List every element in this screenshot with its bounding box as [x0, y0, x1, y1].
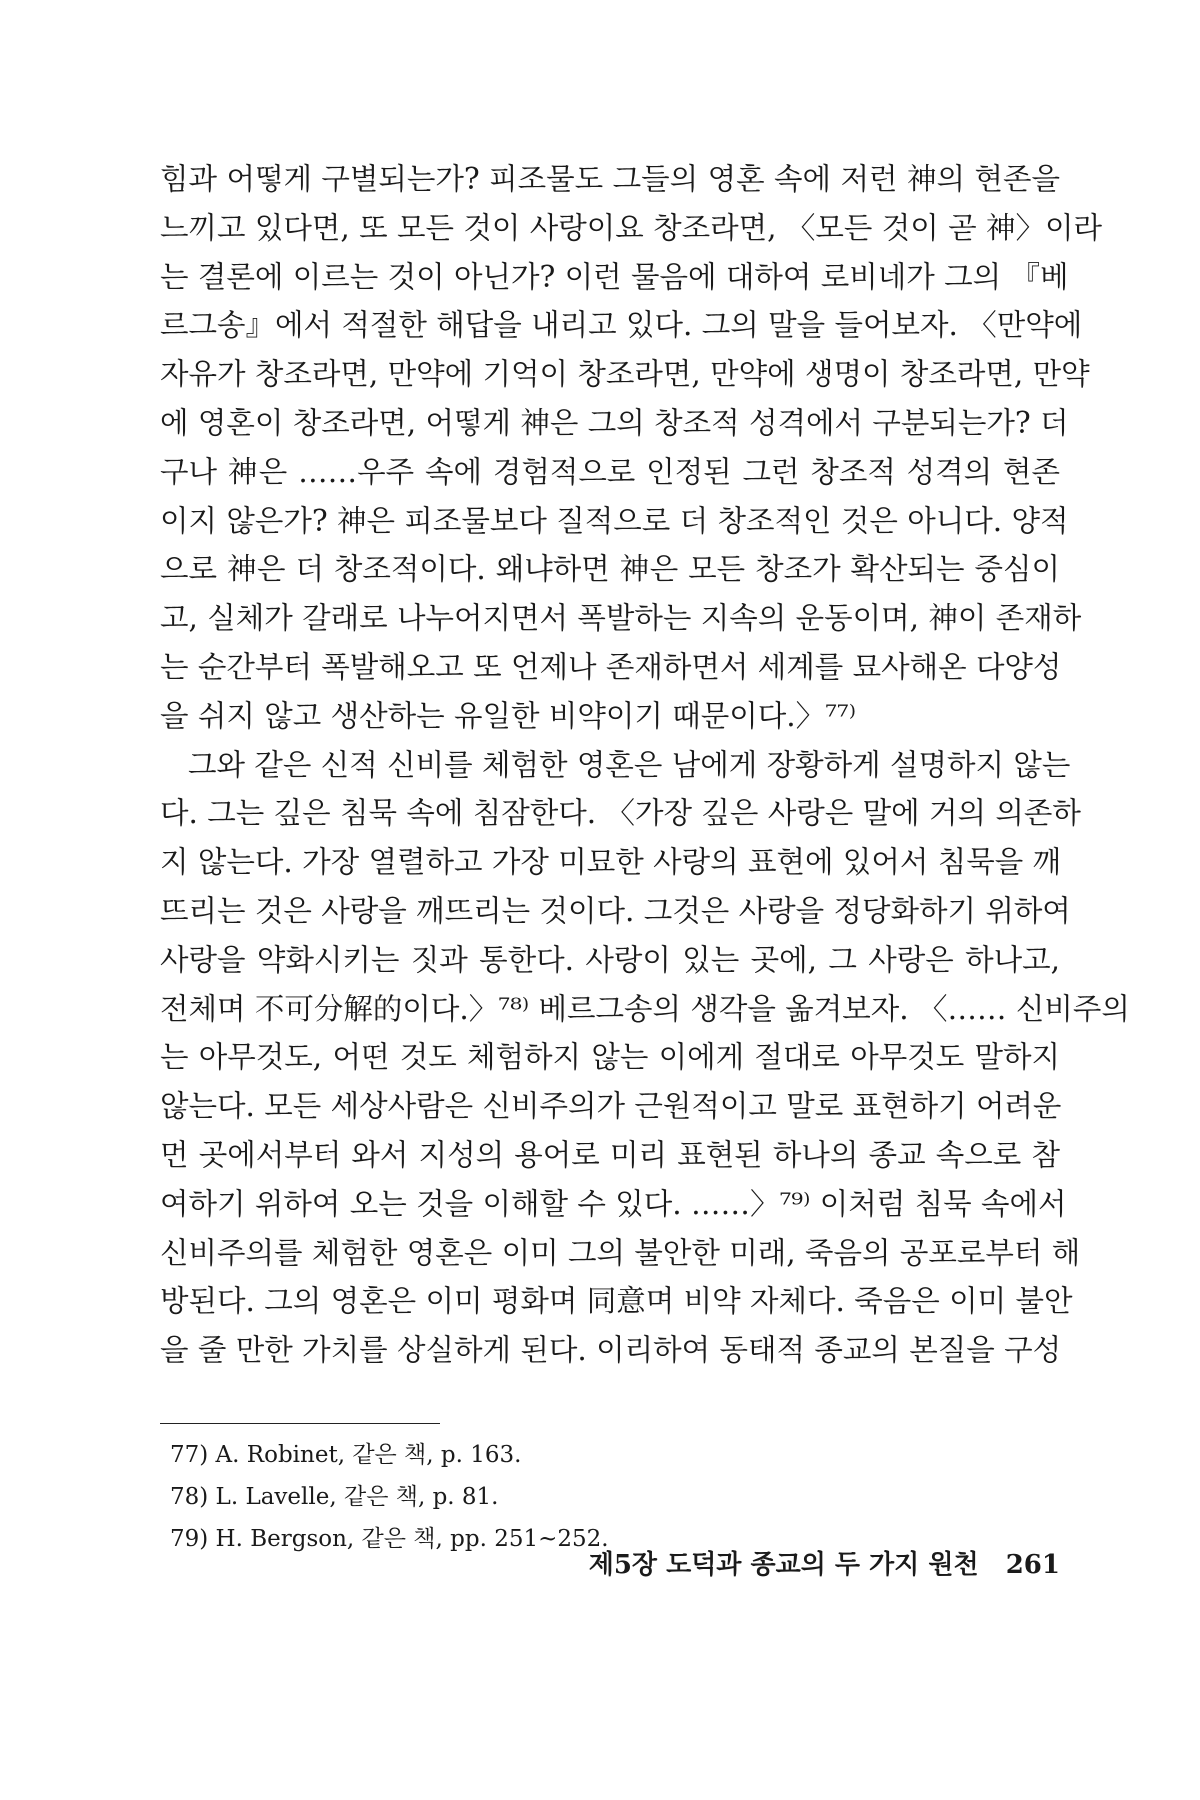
body-line: 지 않는다. 가장 열렬하고 가장 미묘한 사랑의 표현에 있어서 침묵을 깨 — [160, 845, 1062, 880]
body-line: 방된다. 그의 영혼은 이미 평화며 同意며 비약 자체다. 죽음은 이미 불안 — [160, 1284, 1073, 1319]
body-line: 사랑을 약화시키는 짓과 통한다. 사랑이 있는 곳에, 그 사랑은 하나고, — [160, 942, 1060, 977]
body-line: 으로 神은 더 창조적이다. 왜냐하면 神은 모든 창조가 확산되는 중심이 — [160, 552, 1060, 587]
body-line: 자유가 창조라면, 만약에 기억이 창조라면, 만약에 생명이 창조라면, 만약 — [160, 357, 1090, 392]
page-number: 261 — [1005, 1550, 1060, 1580]
body-text — [160, 155, 1130, 1375]
body-line: 힘과 어떻게 구별되는가? 피조물도 그들의 영혼 속에 저런 神의 현존을 — [160, 162, 1060, 196]
body-line: 느끼고 있다면, 또 모든 것이 사랑이요 창조라면, 〈모든 것이 곧 神〉이라 — [160, 210, 1102, 245]
body-line: 먼 곳에서부터 와서 지성의 용어로 미리 표현된 하나의 종교 속으로 참 — [160, 1137, 1060, 1172]
chapter-title: 제5장 도덕과 종교의 두 가지 원천 — [588, 1550, 979, 1580]
body-line: 는 결론에 이르는 것이 아닌가? 이런 물음에 대하여 로비네가 그의 『베 — [160, 259, 1069, 294]
footnotes — [170, 1434, 870, 1560]
body-line: 는 순간부터 폭발해오고 또 언제나 존재하면서 세계를 묘사해온 다양성 — [160, 649, 1062, 684]
body-line: 여하기 위하여 오는 것을 이해할 수 있다. ……〉⁷⁹⁾ 이처럼 침묵 속에서 — [160, 1186, 1067, 1221]
body-line: 않는다. 모든 세상사람은 신비주의가 근원적이고 말로 표현하기 어려운 — [160, 1089, 1062, 1124]
running-footer — [500, 1545, 1060, 1585]
body-line: 전체며 不可分解的이다.〉⁷⁸⁾ 베르그송의 생각을 옮겨보자. 〈…… 신비주의 — [160, 991, 1130, 1026]
body-line: 구나 神은 ……우주 속에 경험적으로 인정된 그런 창조적 성격의 현존 — [160, 454, 1060, 489]
body-line: 다. 그는 깊은 침묵 속에 침잠한다. 〈가장 깊은 사랑은 말에 거의 의존하 — [160, 796, 1081, 831]
body-line: 그와 같은 신적 신비를 체험한 영혼은 남에게 장황하게 설명하지 않는 — [188, 747, 1071, 782]
body-line: 을 쉬지 않고 생산하는 유일한 비약이기 때문이다.〉⁷⁷⁾ — [160, 698, 856, 733]
footnote: 77) A. Robinet, 같은 책, p. 163. — [170, 1442, 522, 1468]
body-line: 에 영혼이 창조라면, 어떻게 神은 그의 창조적 성격에서 구분되는가? 더 — [160, 405, 1069, 440]
footnote: 78) L. Lavelle, 같은 책, p. 81. — [170, 1484, 499, 1510]
body-line: 는 아무것도, 어떤 것도 체험하지 않는 이에게 절대로 아무것도 말하지 — [160, 1040, 1060, 1075]
footnote-divider — [160, 1423, 440, 1424]
body-line: 고, 실체가 갈래로 나누어지면서 폭발하는 지속의 운동이며, 神이 존재하 — [160, 601, 1082, 636]
body-line: 뜨리는 것은 사랑을 깨뜨리는 것이다. 그것은 사랑을 정당화하기 위하여 — [160, 893, 1071, 928]
body-line: 이지 않은가? 神은 피조물보다 질적으로 더 창조적인 것은 아니다. 양적 — [160, 503, 1069, 538]
footnote: 79) H. Bergson, 같은 책, pp. 251~252. — [170, 1526, 609, 1552]
body-line: 을 줄 만한 가치를 상실하게 된다. 이리하여 동태적 종교의 본질을 구성 — [160, 1333, 1062, 1368]
body-line: 르그송』에서 적절한 해답을 내리고 있다. 그의 말을 들어보자. 〈만약에 — [160, 308, 1083, 343]
body-line: 신비주의를 체험한 영혼은 이미 그의 불안한 미래, 죽음의 공포로부터 해 — [160, 1235, 1081, 1270]
